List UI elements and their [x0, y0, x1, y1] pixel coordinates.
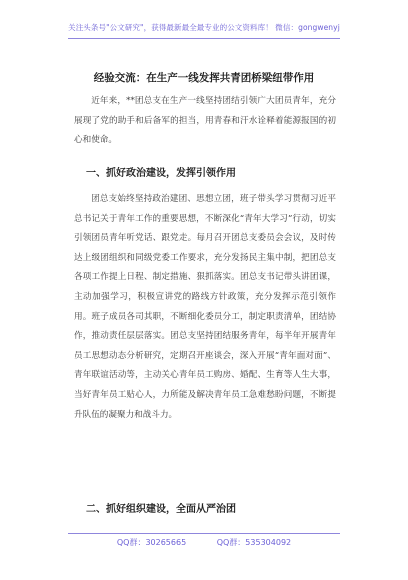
intro-paragraph: 近年来，**团总支在生产一线坚持团结引领广大团员青年，充分展现了党的助手和后备军的担当，用青春和汗水诠释着能源报国的初心和使命。: [74, 96, 336, 146]
qq-group-1: QQ群：30265665: [116, 538, 187, 547]
footer-divider: [68, 533, 340, 534]
qq-group-2: QQ群：535304092: [216, 538, 292, 547]
page-header-banner: 关注头条号"公文研究"，获得最新最全最专业的公文资料库！ 微信：gongwenyj: [68, 23, 340, 32]
section-1-heading: 一、抓好政治建设，发挥引领作用: [86, 168, 236, 179]
page-footer: [0, 537, 408, 548]
section-1-body: 团总支始终坚持政治建团、思想立团，班子带头学习贯彻习近平总书记关于青年工作的重要思想，不断深化“青年大学习”行动，切实引领团员青年听党话、跟党走。每月召开团总支委员会会议，及时传达上级团组织和同级党委工作要求，充分发扬民主集中制，把团总支各项工作提上日程、制定措施、狠抓落实。团总支书记带头讲团课，主动加强学习，积极宣讲党的路线方针政策，充分发挥示范引领作用。班子成员各司其职，不断细化委员分工，制定职责清单，团结协作，推动责任层层落实。团总支坚持团结服务青年，每半年开展青年员工思想动态分析研究，定期召开座谈会，深入开展“青年面对面”、青年联谊活动等，主动关心青年员工购房、婚配、生育等人生大事，当好青年员工贴心人，力所能及解决青年员工急难愁盼问题，不断提升队伍的凝聚力和战斗力。: [74, 194, 336, 420]
section-2-heading: 二、抓好组织建设，全面从严治团: [86, 504, 236, 515]
document-title: 经验交流：在生产一线发挥共青团桥梁纽带作用: [93, 72, 315, 84]
header-divider: [68, 38, 340, 39]
